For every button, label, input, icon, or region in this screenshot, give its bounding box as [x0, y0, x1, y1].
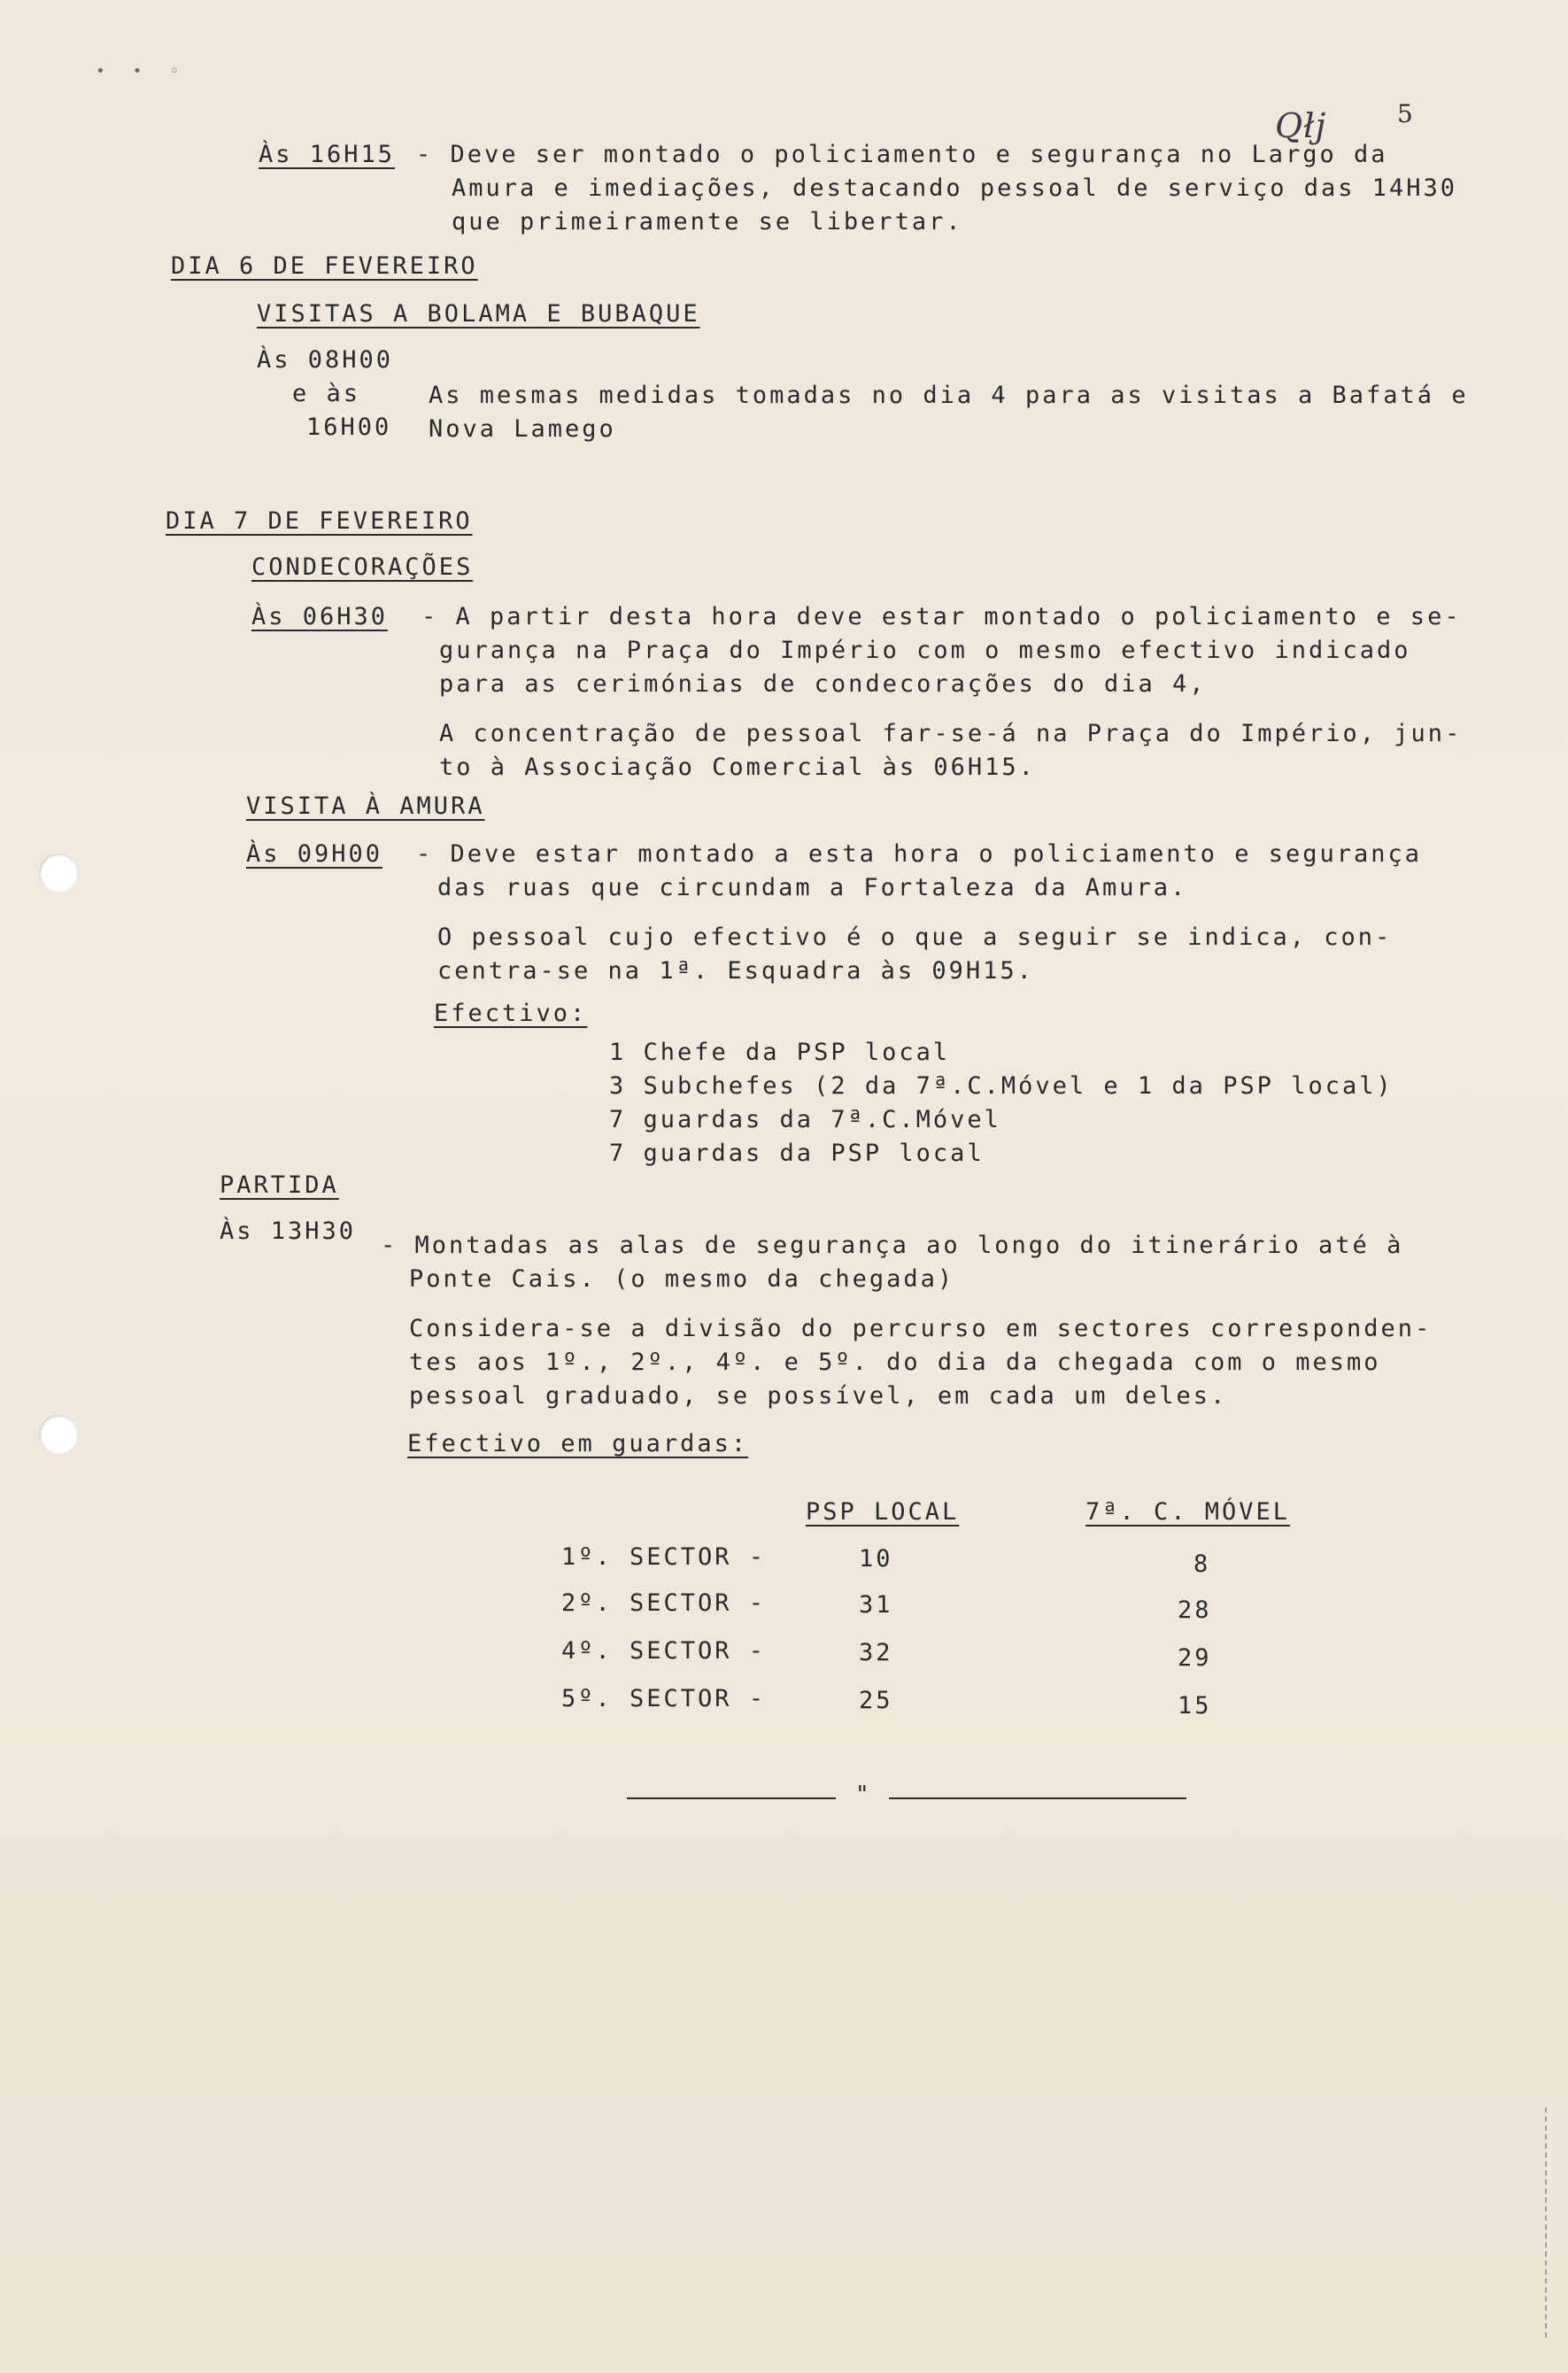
day6-time-3: 16H00 — [306, 414, 392, 441]
efectivo-item-2: 3 Subchefes (2 da 7ª.C.Móvel e 1 da PSP local) — [609, 1072, 1394, 1100]
visita-line-3: O pessoal cujo efectivo é o que a seguir se indica, con- — [437, 924, 1393, 951]
page-speckle: • • ◦ — [96, 62, 189, 81]
partida-line-4: tes aos 1º., 2º., 4º. e 5º. do dia da chegada com o mesmo — [409, 1349, 1381, 1376]
table-row-1-sector: 1º. SECTOR - — [561, 1543, 767, 1571]
efectivo-label: Efectivo: — [434, 1000, 588, 1027]
partida-line-2: Ponte Cais. (o mesmo da chegada) — [409, 1265, 955, 1293]
day6-time-2: e às — [292, 380, 361, 407]
closing-rule-left — [627, 1797, 836, 1799]
partida-line-5: pessoal graduado, se possível, em cada um deles. — [409, 1382, 1228, 1410]
block1-line-1: - Deve ser montado o policiamento e segurança no Largo da — [416, 141, 1388, 168]
condecoracoes-line-4: A concentração de pessoal far-se-á na Praça do Império, jun- — [439, 720, 1463, 747]
block1-line-3: que primeiramente se libertar. — [452, 208, 963, 236]
table-row-1-movel: 8 — [1193, 1550, 1211, 1578]
day7-heading: DIA 7 DE FEVEREIRO — [166, 507, 473, 535]
day6-text-1: As mesmas medidas tomadas no dia 4 para as visitas a Bafatá e — [429, 382, 1469, 409]
block1-time: Às 16H15 — [259, 141, 396, 168]
condecoracoes-line-2: gurança na Praça do Império com o mesmo efectivo indicado — [439, 637, 1411, 664]
table-row-4-sector: 5º. SECTOR - — [561, 1685, 767, 1712]
efectivo-item-4: 7 guardas da PSP local — [609, 1140, 985, 1167]
condecoracoes-line-1: - A partir desta hora deve estar montado o policiamento e se- — [421, 603, 1462, 630]
partida-time: Às 13H30 — [220, 1217, 357, 1245]
punch-hole-bottom — [39, 1415, 78, 1454]
table-row-2-psp: 31 — [859, 1591, 893, 1619]
efectivo-item-3: 7 guardas da 7ª.C.Móvel — [609, 1106, 1001, 1133]
visita-time: Às 09H00 — [246, 840, 383, 868]
punch-hole-top — [39, 854, 78, 893]
visita-line-2: das ruas que circundam a Fortaleza da Amura. — [437, 874, 1188, 901]
condecoracoes-heading: CONDECORAÇÕES — [251, 553, 474, 581]
condecoracoes-line-3: para as cerimónias de condecorações do dia 4, — [439, 670, 1207, 698]
table-header-movel: 7ª. C. MÓVEL — [1085, 1498, 1291, 1526]
page-number: 5 — [1397, 99, 1413, 128]
table-row-3-psp: 32 — [859, 1639, 893, 1666]
day6-text-2: Nova Lamego — [429, 415, 616, 443]
table-row-3-sector: 4º. SECTOR - — [561, 1637, 767, 1665]
closing-rule-right — [889, 1797, 1186, 1799]
day6-heading: DIA 6 DE FEVEREIRO — [171, 252, 478, 280]
block1-line-2: Amura e imediações, destacando pessoal de serviço das 14H30 — [452, 174, 1458, 202]
condecoracoes-line-5: to à Associação Comercial às 06H15. — [439, 754, 1036, 781]
closing-ditto-mark: " — [855, 1782, 869, 1808]
table-row-2-sector: 2º. SECTOR - — [561, 1589, 767, 1617]
table-row-4-psp: 25 — [859, 1687, 893, 1714]
efectivo-item-1: 1 Chefe da PSP local — [609, 1039, 951, 1066]
partida-line-1: - Montadas as alas de segurança ao longo do itinerário até à — [381, 1232, 1404, 1259]
partida-line-3: Considera-se a divisão do percurso em sectores corresponden- — [409, 1315, 1433, 1342]
condecoracoes-time: Às 06H30 — [251, 603, 389, 630]
table-row-2-movel: 28 — [1178, 1596, 1212, 1624]
table-row-4-movel: 15 — [1178, 1692, 1212, 1720]
visita-line-1: - Deve estar montado a esta hora o policiamento e segurança — [416, 840, 1423, 868]
visita-amura-heading: VISITA À AMURA — [246, 792, 485, 820]
visita-line-4: centra-se na 1ª. Esquadra às 09H15. — [437, 957, 1034, 985]
day6-time-1: Às 08H00 — [257, 346, 394, 374]
page-edge-mark — [1545, 2107, 1549, 2338]
table-row-3-movel: 29 — [1178, 1644, 1212, 1672]
table-header-psp: PSP LOCAL — [806, 1498, 960, 1526]
handwritten-mark: Qłj — [1275, 106, 1327, 145]
table-row-1-psp: 10 — [859, 1545, 893, 1573]
day6-subheading: VISITAS A BOLAMA E BUBAQUE — [257, 300, 700, 328]
partida-heading: PARTIDA — [220, 1171, 339, 1199]
guardas-label: Efectivo em guardas: — [407, 1430, 749, 1457]
